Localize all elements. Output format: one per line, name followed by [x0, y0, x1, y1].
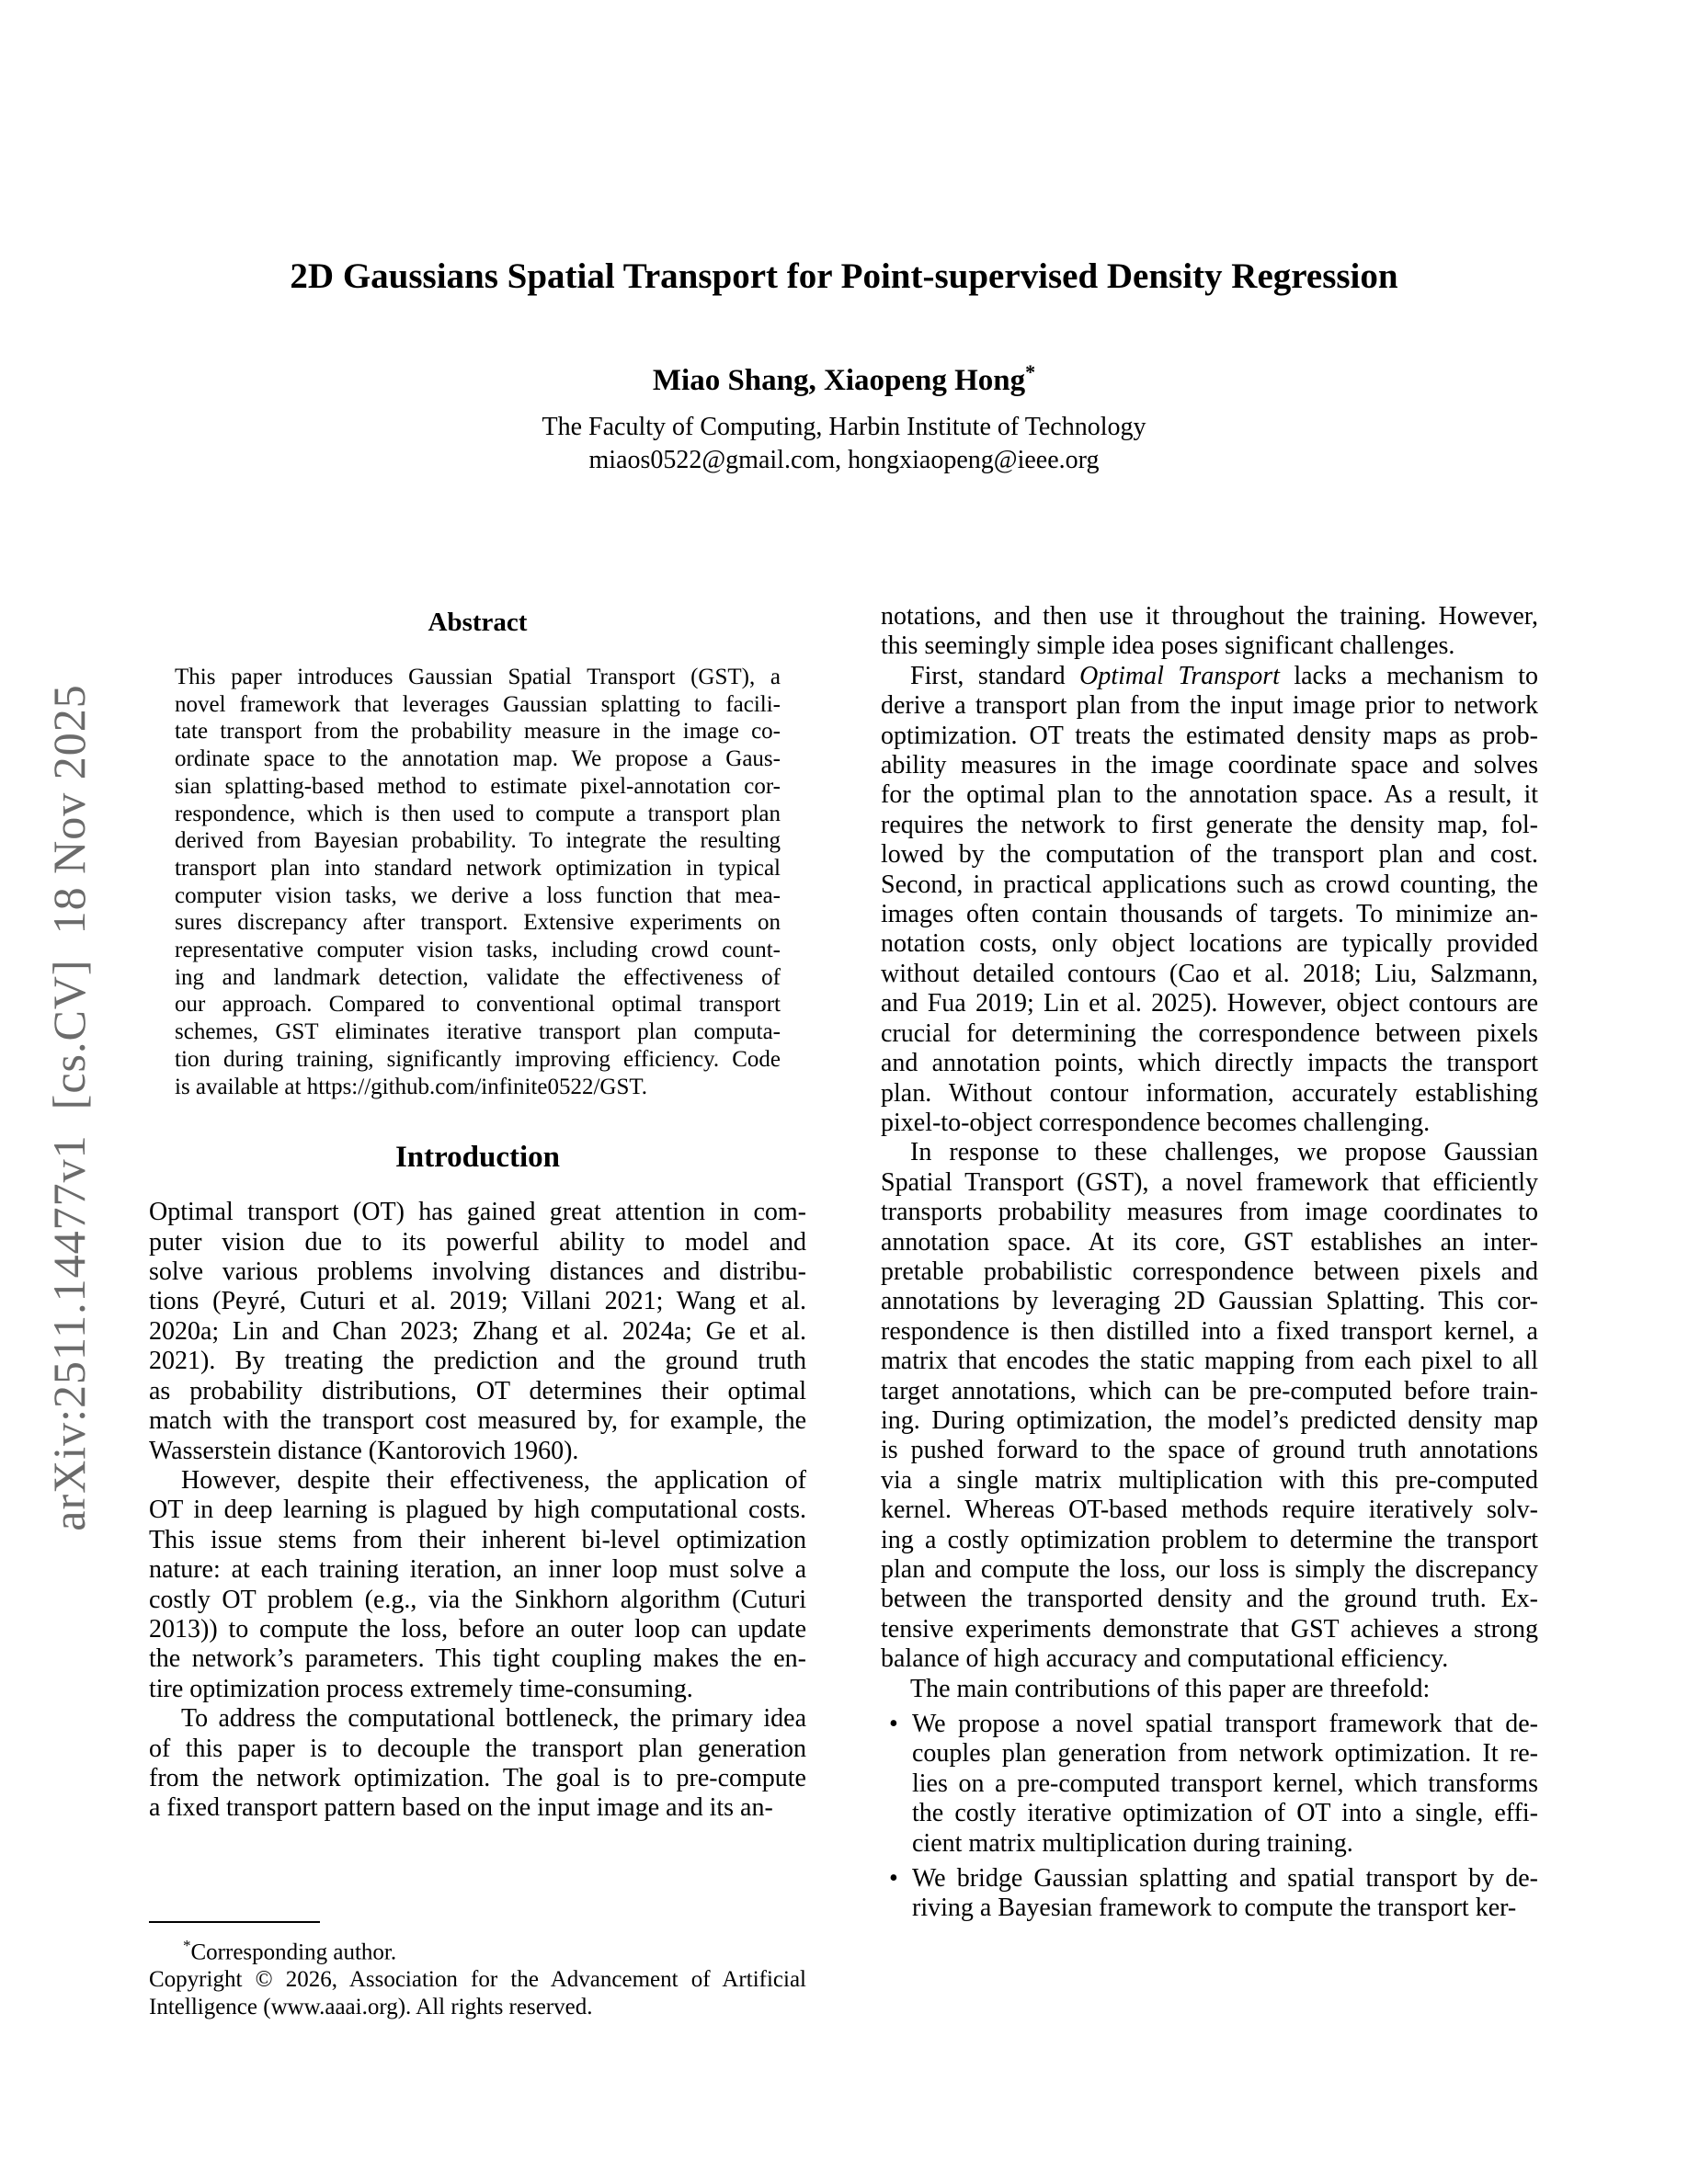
author-names: Miao Shang, Xiaopeng Hong: [652, 364, 1026, 397]
contribution-bullet-1: • We propose a novel spatial transport framework that de- couples plan generation from network optimization. It re- lies on a pre-computed transport kernel, which transforms the costly iterative optimization of OT into a single, effi- cient matrix multiplication during training.: [889, 1710, 1538, 1858]
intro-paragraph-3: To address the computational bottleneck, the primary idea of this paper is to decouple the transport plan generation from the network optimization. The goal is to pre-compute a fixed transport pattern based on the input image and its an-: [149, 1704, 806, 1823]
footnote-rule: [149, 1921, 320, 1923]
corresponding-author-footnote: *Corresponding author.: [183, 1937, 397, 1965]
arxiv-watermark: arXiv:2511.14477v1 [cs.CV] 18 Nov 2025: [43, 684, 95, 1531]
intro-paragraph-2: However, despite their effectiveness, the application of OT in deep learning is plagued by high computational costs. This issue stems from their inherent bi-level optimization nature: at each training iteration, an inner loop must solve a costly OT problem (e.g., via the Sinkhorn algorithm (Cuturi 2013)) to compute the loss, before an outer loop can update the network’s parameters. This tight coupling makes the en- tire optimization process extremely time-consuming.: [149, 1465, 806, 1703]
intro-paragraph-1: Optimal transport (OT) has gained great attention in com- puter vision due to its powerful ability to model and solve various problems involving distances and distribu- tions (Peyré, Cuturi et al. 2019; Villani 2021; Wang et al. 2020a; Lin and Chan 2023; Zhang et al. 2024a; Ge et al. 2021). By treating the prediction and the ground truth as probability distributions, OT determines their optimal match with the transport cost measured by, for example, the Wasserstein distance (Kantorovich 1960).: [149, 1198, 806, 1465]
body-paragraph-continuation: notations, and then use it throughout the training. However, this seemingly simple idea poses significant challenges.: [881, 602, 1538, 661]
copyright-notice: Copyright © 2026, Association for the Advancement of Artificial Intelligence (www.aaai.org). All rights reserved.: [149, 1967, 806, 2020]
bullet-icon: •: [889, 1864, 898, 1894]
introduction-heading: Introduction: [394, 1141, 561, 1175]
affiliation: The Faculty of Computing, Harbin Institute of Technology: [542, 413, 1146, 441]
right-column: [881, 602, 1538, 1924]
contribution-bullet-2: • We bridge Gaussian splatting and spatial transport by de- riving a Bayesian framework to compute the transport ker-: [889, 1864, 1538, 1923]
footnote-block: [149, 1921, 806, 2021]
corresponding-author-mark: *: [1025, 360, 1036, 383]
authors-line: [0, 354, 1688, 399]
footnote-asterisk: *: [183, 1937, 191, 1954]
abstract-heading: Abstract: [428, 608, 528, 637]
contributions-lead-line: The main contributions of this paper are threefold:: [910, 1674, 1431, 1703]
body-paragraph-first-challenge: First, standard Optimal Transport lacks a mechanism to derive a transport plan from the input image prior to network optimization. OT treats the estimated density maps as prob- ability measures in the image coordinate space and solves for the optimal plan to the annotation space. As a result, it requires the network to first generate the density map, fol- lowed by the computation of the transport plan and cost. Second, in practical applications such as crowd counting, the images often contain thousands of targets. To minimize an- notation costs, only object locations are typically provided without detailed contours (Cao et al. 2018; Liu, Salzmann, and Fua 2019; Lin et al. 2025). However, object contours are crucial for determining the correspondence between pixels and annotation points, which directly impacts the transport plan. Without contour information, accurately establishing pixel-to-object correspondence becomes challenging.: [881, 661, 1538, 1137]
body-paragraph-gst-proposal: In response to these challenges, we propose Gaussian Spatial Transport (GST), a novel framework that efficiently transports probability measures from image coordinates to annotation space. At its core, GST establishes an inter- pretable probabilistic correspondence between pixels and annotations by leveraging 2D Gaussian Splatting. This cor- respondence is then distilled into a fixed transport kernel, a matrix that encodes the static mapping from each pixel to all target annotations, which can be pre-computed before train- ing. During optimization, the model’s predicted density map is pushed forward to the space of ground truth annotations via a single matrix multiplication with this pre-computed kernel. Whereas OT-based methods require iteratively solv- ing a costly optimization problem to determine the transport plan and compute the loss, our loss is simply the discrepancy between the transported density and the ground truth. Ex- tensive experiments demonstrate that GST achieves a strong balance of high accuracy and computational efficiency.: [881, 1138, 1538, 1674]
author-emails: miaos0522@gmail.com, hongxiaopeng@ieee.org: [588, 446, 1100, 474]
paper-title: 2D Gaussians Spatial Transport for Point-supervised Density Regression: [290, 256, 1398, 296]
left-column: [149, 607, 806, 1824]
abstract-text: This paper introduces Gaussian Spatial Transport (GST), a novel framework that leverages Gaussian splatting to facili- tate transport from the probability measure in the image co- ordinate space to the annotation map. We propose a Gaus- sian splatting-based method to estimate pixel-annotation cor- respondence, which is then used to compute a transport plan derived from Bayesian probability. To integrate the resulting transport plan into standard network optimization in typical computer vision tasks, we derive a loss function that mea- sures discrepancy after transport. Extensive experiments on representative computer vision tasks, including crowd count- ing and landmark detection, validate the effectiveness of our approach. Compared to conventional optimal transport schemes, GST eliminates iterative transport plan computa- tion during training, significantly improving efficiency. Code is available at https://github.com/infinite0522/GST.: [175, 665, 781, 1099]
bullet-icon: •: [889, 1710, 898, 1739]
